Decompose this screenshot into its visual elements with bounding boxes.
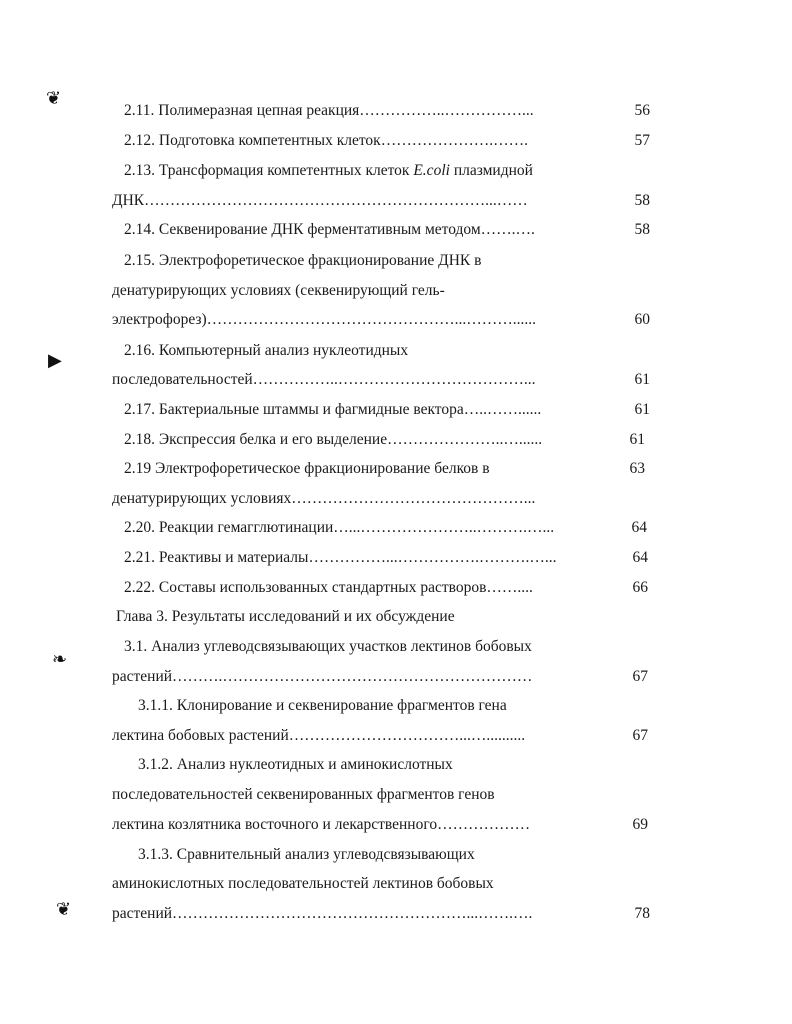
toc-entry-text: аминокислотных последовательностей лектинов бобовых xyxy=(112,875,494,892)
toc-entry-text: последовательностей……………..………………………………... xyxy=(112,371,536,388)
toc-entry-text: электрофорез)…………………………………………...………...... xyxy=(112,311,537,328)
toc-entry-text: 2.19 Электрофоретическое фракционирование белков в xyxy=(124,460,490,477)
margin-mark-icon: ❧ xyxy=(52,649,68,669)
toc-page-number: 57 xyxy=(634,132,650,149)
toc-page-number: 61 xyxy=(634,401,650,418)
toc-page-number: 61 xyxy=(629,431,645,448)
toc-entry-text: денатурирующих условиях (секвенирующий гель- xyxy=(112,282,445,299)
toc-entry-text: лектина бобовых растений……………………………...….......... xyxy=(112,727,526,744)
toc-page-number: 69 xyxy=(632,816,648,833)
margin-mark-icon: ❦ xyxy=(46,88,62,108)
toc-entry-text: 2.17. Бактериальные штаммы и фагмидные вектора…..……...... xyxy=(124,401,542,418)
toc-entry-text: 2.11. Полимеразная цепная реакция……………..……………... xyxy=(124,102,534,119)
toc-entry-text: 2.18. Экспрессия белка и его выделение…………………..…...... xyxy=(124,431,543,448)
toc-page-number: 60 xyxy=(634,311,650,328)
toc-entry-text: 2.22. Составы использованных стандартных растворов…….... xyxy=(124,579,533,596)
toc-entry-italic: E.coli xyxy=(413,162,450,179)
toc-page-number: 56 xyxy=(634,102,650,119)
toc-entry-text: 3.1. Анализ углеводсвязывающих участков лектинов бобовых xyxy=(124,638,532,655)
toc-entry-text: 3.1.3. Сравнительный анализ углеводсвязывающих xyxy=(138,846,475,863)
toc-entry-text: 2.14. Секвенирование ДНК ферментативным методом…….…. xyxy=(124,221,535,238)
toc-page-number: 66 xyxy=(632,579,648,596)
toc-entry-text: 2.15. Электрофоретическое фракционирование ДНК в xyxy=(124,252,482,269)
toc-entry-text: лектина козлятника восточного и лекарственного……………… xyxy=(112,816,531,833)
toc-entry-text: 3.1.1. Клонирование и секвенирование фрагментов гена xyxy=(138,697,507,714)
toc-entry-text-part: плазмидной xyxy=(449,162,533,179)
toc-entry-text: 2.21. Реактивы и материалы……………...…………….……….…... xyxy=(124,549,557,566)
margin-mark-icon: ▶ xyxy=(48,350,62,370)
toc-entry-text: 2.20. Реакции гемагглютинации…...…………………..……….…... xyxy=(124,519,555,536)
toc-page-number: 63 xyxy=(629,460,645,477)
toc-entry-text: растений……….…………………………………………………… xyxy=(112,668,533,685)
toc-page-number: 64 xyxy=(632,549,648,566)
toc-entry-text: 3.1.2. Анализ нуклеотидных и аминокислотных xyxy=(138,756,453,773)
toc-entry-text: последовательностей секвенированных фрагментов генов xyxy=(112,786,495,803)
toc-entry-text: 2.12. Подготовка компетентных клеток………………….……. xyxy=(124,132,528,149)
toc-page-number: 58 xyxy=(634,192,650,209)
margin-mark-icon: ❦ xyxy=(56,899,72,919)
toc-entry-text: денатурирующих условиях………………………………………... xyxy=(112,490,536,507)
toc-page-number: 67 xyxy=(632,668,648,685)
toc-chapter-heading: Глава 3. Результаты исследований и их обсуждение xyxy=(116,608,455,625)
toc-page-number: 61 xyxy=(634,371,650,388)
toc-entry-text-part: 2.13. Трансформация компетентных клеток xyxy=(124,162,414,179)
toc-entry-text xyxy=(124,161,533,181)
toc-entry-text: растений…………………………………………………...…….…. xyxy=(112,905,533,922)
toc-page-number: 67 xyxy=(632,727,648,744)
toc-page-number: 78 xyxy=(634,905,650,922)
toc-entry-text: 2.16. Компьютерный анализ нуклеотидных xyxy=(124,342,409,359)
toc-entry-text: ДНК…………………………………………………………...…… xyxy=(112,192,528,209)
toc-page-number: 64 xyxy=(631,519,647,536)
toc-page-number: 58 xyxy=(634,221,650,238)
